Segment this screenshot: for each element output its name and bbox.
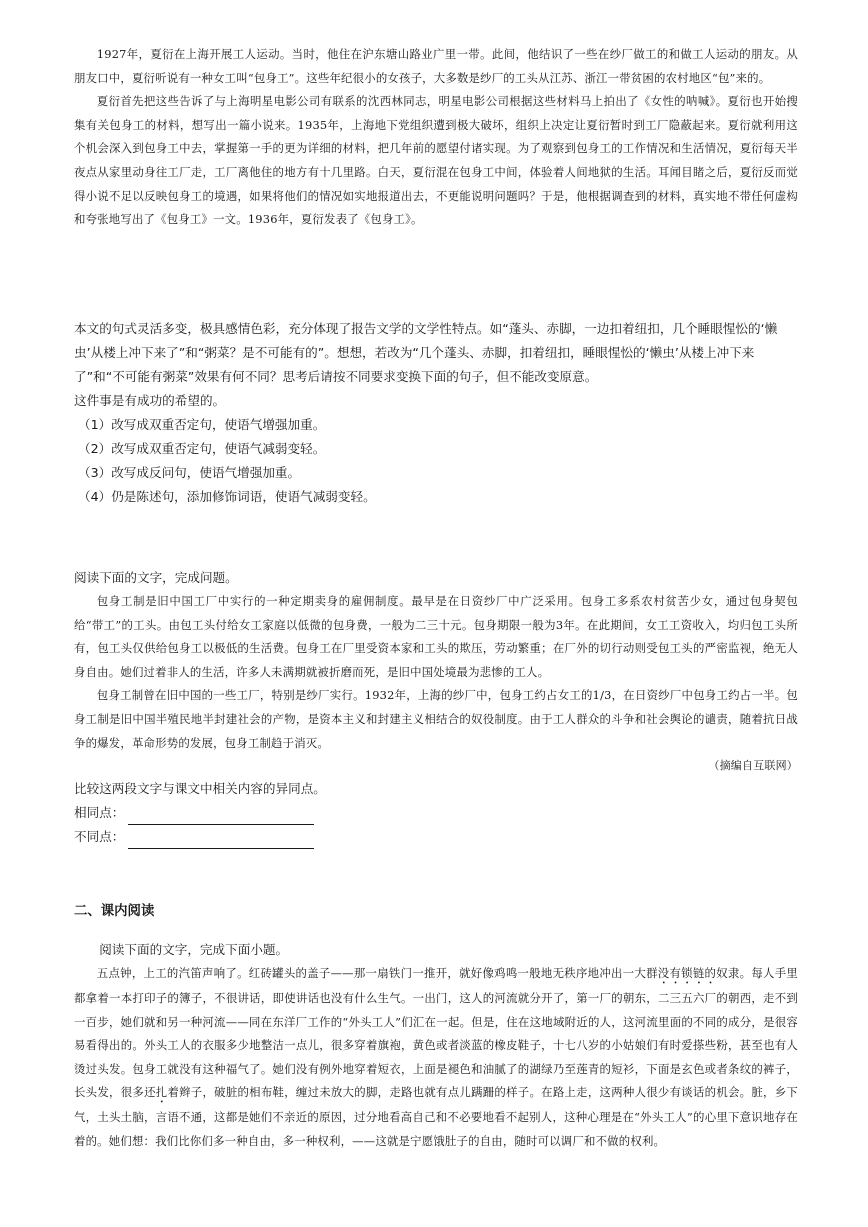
rewrite-question bbox=[74, 317, 798, 509]
diff-points-blank[interactable] bbox=[128, 832, 314, 849]
paragraph: 包身工制是旧中国工厂中实行的一种定期卖身的雇佣制度。最早是在日资纱厂中广泛采用。包身工多系农村贫苦少女，通过包身契包给“带工”的工头。由包工头付给女工家庭以低微的包身费，一般为二三十元。包身期限一般为3年。在此期间，女工工资收入，均归包工头所有，包工头仅供给包身工以极低的生活费。包身工在厂里受资本家和工头的欺压，劳动繁重；在厂外的切行动则受包工头的严密监视，绝无人身自由。她们过着非人的生活，许多人未满期就被折磨而死，是旧中国处境最为悲惨的工人。 bbox=[74, 594, 798, 679]
section-in-class-reading bbox=[74, 900, 798, 919]
diff-points-label: 不同点： bbox=[74, 829, 125, 845]
option-3: （3）改写成反问句，使语气增强加重。 bbox=[78, 465, 301, 480]
section-heading: 二、课内阅读 bbox=[74, 904, 155, 919]
comparison-question bbox=[74, 566, 798, 849]
paragraph: 包身工制曾在旧中国的一些工厂，特别是纱厂实行。1932年，上海的纱厂中，包身工约占女工的1/3，在日资纱厂中包身工约占一半。包身工制是旧中国半殖民地半封建社会的产物，是资本主义和封建主义相结合的奴役制度。由于工人群众的斗争和社会舆论的谴责，随着抗日战争的爆发，革命形势的发展，包身工制趋于消灭。 bbox=[74, 688, 798, 750]
question-prompt: 比较这两段文字与课文中相关内容的异同点。 bbox=[74, 781, 326, 797]
target-sentence: 这件事是有成功的希望的。 bbox=[74, 393, 226, 408]
paragraph: 1927年，夏衍在上海开展工人运动。当时，他住在沪东塘山路业广里一带。此间，他结识了一些在纱厂做工的和做工人运动的朋友。从朋友口中，夏衍听说有一种女工叫“包身工”。这些年纪很小的女孩子，大多数是纱厂的工头从江苏、浙江一带贫困的农村地区“包”来的。 bbox=[74, 47, 798, 85]
paragraph: 五点钟，上工的汽笛声响了。红砖罐头的盖子——那一扇铁门一推开，就好像鸡鸣一般地无秩序地冲出一大群没有锁链的奴隶。每人手里都拿着一本打印子的簿子，不很讲话，即使讲话也没有什么生气。一出门，这人的河流就分开了，第一厂的朝东，二三五六厂的朝西，走不到一百步，她们就和另一种河流——同在东洋厂工作的“外头工人”们汇在一起。但是，住在这地域附近的人，这河流里面的不同的成分，是很容易看得出的。外头工人的衣服多少地整洁一点儿，很多穿着旗袍，黄色或者淡蓝的橡皮鞋子，十七八岁的小姑娘们有时爱搽些粉，甚至也有人烫过头发。包身工就没有这种福气了。她们没有例外地穿着短衣，上面是褪色和油腻了的湖绿乃至莲青的短衫，下面是玄色或者条纹的裤子，长头发，很多还扎着辫子，破脏的相布鞋，缠过未放大的脚，走路也就有点儿蹒跚的样子。在路上走，这两种人很少有谈话的机会。脏，乡下气，土头土脑，言语不通，这都是她们不亲近的原因，过分地看高自己和不必要地看不起别人，这种心理是在“外头工人”的心里下意识地存在着的。她们想：我们比你们多一种自由，多一种权利，——这就是宁愿饿肚子的自由，随时可以调厂和不做的权利。 bbox=[74, 966, 798, 1148]
option-4: （4）仍是陈述句，添加修饰词语，使语气减弱变轻。 bbox=[78, 489, 376, 504]
question-intro: 阅读下面的文字，完成问题。 bbox=[74, 570, 238, 585]
question-intro: 本文的句式灵活多变，极具感情色彩，充分体现了报告文学的文学性特点。如“蓬头、赤脚，一边扣着纽扣，几个睡眼惺忪的‘懒虫’从楼上冲下来了”和“粥菜？是不可能有的”。想想，若改为“几个蓬头、赤脚，扣着纽扣，睡眼惺忪的‘懒虫’从楼上冲下来了”和“不可能有粥菜”效果有何不同？思考后请按不同要求变换下面的句子，但不能改变原意。 bbox=[74, 321, 778, 384]
emphasized-text: 没有锁链的 bbox=[657, 966, 717, 980]
option-1: （1）改写成双重否定句，使语气增强加重。 bbox=[78, 417, 326, 432]
same-points-blank[interactable] bbox=[128, 808, 314, 825]
reading-instruction: 阅读下面的文字，完成下面小题。 bbox=[99, 942, 289, 957]
emphasized-text: 扎 bbox=[155, 1085, 168, 1100]
passage-background bbox=[74, 43, 798, 232]
source-note: （摘编自互联网） bbox=[708, 759, 798, 773]
same-points-row bbox=[74, 801, 798, 825]
paragraph: 夏衍首先把这些告诉了与上海明星电影公司有联系的沈西林同志，明星电影公司根据这些材料马上拍出了《女性的呐喊》。夏衍也开始搜集有关包身工的材料，想写出一篇小说来。1935年，上海地下党组织遭到极大破坏，组织上决定让夏衍暂时到工厂隐蔽起来。夏衍就利用这个机会深入到包身工中去，掌握第一手的更为详细的材料，把几年前的愿望付诸实现。为了观察到包身工的工作情况和生活情况，夏衍每天半夜点从家里动身往工厂走，工厂离他住的地方有十几里路。白天，夏衍混在包身工中间，体验着人间地狱的生活。耳闻目睹之后，夏衍反而觉得小说不足以反映包身工的境遇，如果将他们的情况如实地报道出去，不更能说明问题吗？于是，他根据调查到的材料，真实地不带任何虚构和夸张地写出了《包身工》一文。1936年，夏衍发表了《包身工》。 bbox=[74, 94, 798, 227]
reading-passage bbox=[74, 938, 798, 1154]
same-points-label: 相同点： bbox=[74, 805, 125, 821]
option-2: （2）改写成双重否定句，使语气减弱变轻。 bbox=[78, 441, 326, 456]
diff-points-row bbox=[74, 825, 798, 849]
